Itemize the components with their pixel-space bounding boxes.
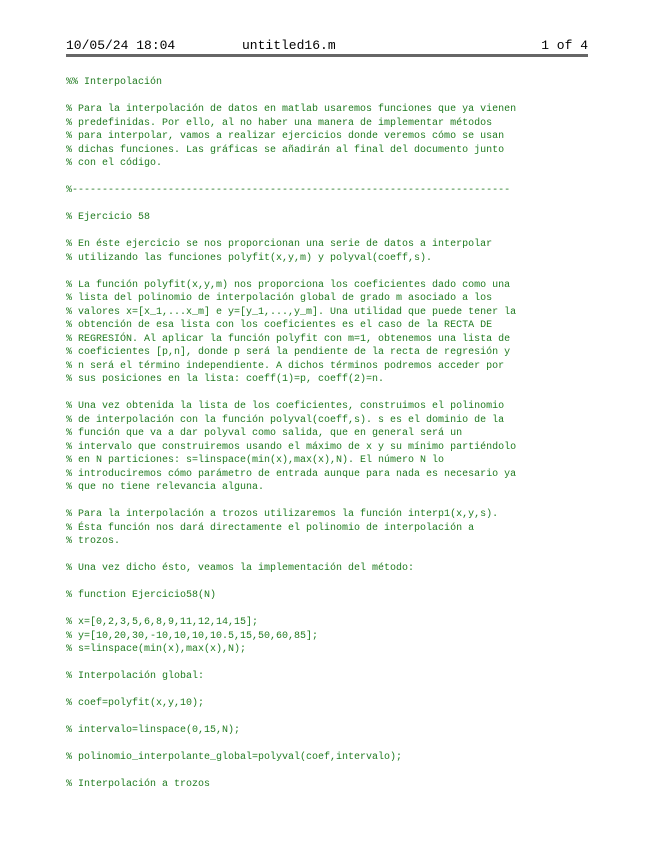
code-line: %------------------------------------------------------------------------- <box>66 185 511 196</box>
code-line: % intervalo que construiremos usando el máximo de x y su mínimo partiéndolo <box>66 441 517 453</box>
code-line: %% Interpolación <box>66 77 163 88</box>
code-line: % para interpolar, vamos a realizar ejercicios donde veremos cómo se usan <box>66 131 505 142</box>
blank-line <box>66 265 596 279</box>
code-line: % coeficientes [p,n], donde p será la pendiente de la recta de regresión y <box>66 347 511 358</box>
code-listing <box>66 76 596 792</box>
code-line: % Ésta función nos dará directamente el polinomio de interpolación a <box>66 522 475 534</box>
blank-line <box>66 198 596 212</box>
blank-line <box>66 171 596 185</box>
code-line: % coef=polyfit(x,y,10); <box>66 698 205 709</box>
code-line: % predefinidas. Por ello, al no haber una manera de implementar métodos <box>66 117 493 129</box>
code-line: % intervalo=linspace(0,15,N); <box>66 725 241 736</box>
blank-line <box>66 495 596 509</box>
blank-line <box>66 387 596 401</box>
code-line: % Una vez dicho ésto, veamos la implementación del método: <box>66 563 415 574</box>
code-line: % lista del polinomio de interpolación global de grado m asociado a los <box>66 293 493 304</box>
code-line: % REGRESIÓN. Al aplicar la función polyfit con m=1, obtenemos una lista de <box>66 333 511 345</box>
header-rule <box>66 54 588 57</box>
blank-line <box>66 603 596 617</box>
code-line: % en N particiones: s=linspace(min(x),max(x),N). El número N lo <box>66 455 445 466</box>
page-number: 1 of 4 <box>541 38 588 53</box>
code-line: % valores x=[x_1,...x_m] e y=[y_1,...,y_m]. Una utilidad que puede tener la <box>66 306 517 318</box>
code-line: % Una vez obtenida la lista de los coeficientes, construimos el polinomio <box>66 401 505 412</box>
print-datetime: 10/05/24 18:04 <box>66 38 176 53</box>
code-line: % y=[10,20,30,-10,10,10,10.5,15,50,60,85]; <box>66 630 319 642</box>
code-line: % con el código. <box>66 158 163 169</box>
code-line: % s=linspace(min(x),max(x),N); <box>66 644 247 655</box>
blank-line <box>66 225 596 239</box>
blank-line <box>66 711 596 725</box>
code-line: % Para la interpolación a trozos utilizaremos la función interp1(x,y,s). <box>66 509 499 520</box>
code-line: % En éste ejercicio se nos proporcionan una serie de datos a interpolar <box>66 239 493 250</box>
code-line: % sus posiciones en la lista: coeff(1)=p, coeff(2)=n. <box>66 374 385 385</box>
code-line: % x=[0,2,3,5,6,8,9,11,12,14,15]; <box>66 617 259 628</box>
blank-line <box>66 684 596 698</box>
code-line: % polinomio_interpolante_global=polyval(coef,intervalo); <box>66 752 403 763</box>
print-filename: untitled16.m <box>242 38 336 53</box>
blank-line <box>66 90 596 104</box>
code-line: % trozos. <box>66 536 121 547</box>
code-line: % n será el término independiente. A dichos términos podremos acceder por <box>66 360 505 372</box>
blank-line <box>66 549 596 563</box>
code-line: % introduciremos cómo parámetro de entrada aunque para nada es necesario ya <box>66 468 517 480</box>
blank-line <box>66 576 596 590</box>
code-line: % Interpolación global: <box>66 671 205 682</box>
code-line: % function Ejercicio58(N) <box>66 590 217 601</box>
print-header <box>66 38 588 54</box>
code-line: % función que va a dar polyval como salida, que en general será un <box>66 428 463 439</box>
code-line: % La función polyfit(x,y,m) nos proporciona los coeficientes dado como una <box>66 279 511 291</box>
code-line: % Para la interpolación de datos en matlab usaremos funciones que ya vienen <box>66 104 517 115</box>
blank-line <box>66 738 596 752</box>
code-line: % Ejercicio 58 <box>66 212 151 223</box>
code-line: % obtención de esa lista con los coeficientes es el caso de la RECTA DE <box>66 320 493 331</box>
code-line: % dichas funciones. Las gráficas se añadirán al final del documento junto <box>66 144 505 156</box>
code-line: % de interpolación con la función polyval(coeff,s). s es el dominio de la <box>66 414 505 426</box>
code-line: % Interpolación a trozos <box>66 779 211 790</box>
blank-line <box>66 765 596 779</box>
blank-line <box>66 657 596 671</box>
code-line: % que no tiene relevancia alguna. <box>66 482 265 493</box>
code-line: % utilizando las funciones polyfit(x,y,m) y polyval(coeff,s). <box>66 252 433 264</box>
